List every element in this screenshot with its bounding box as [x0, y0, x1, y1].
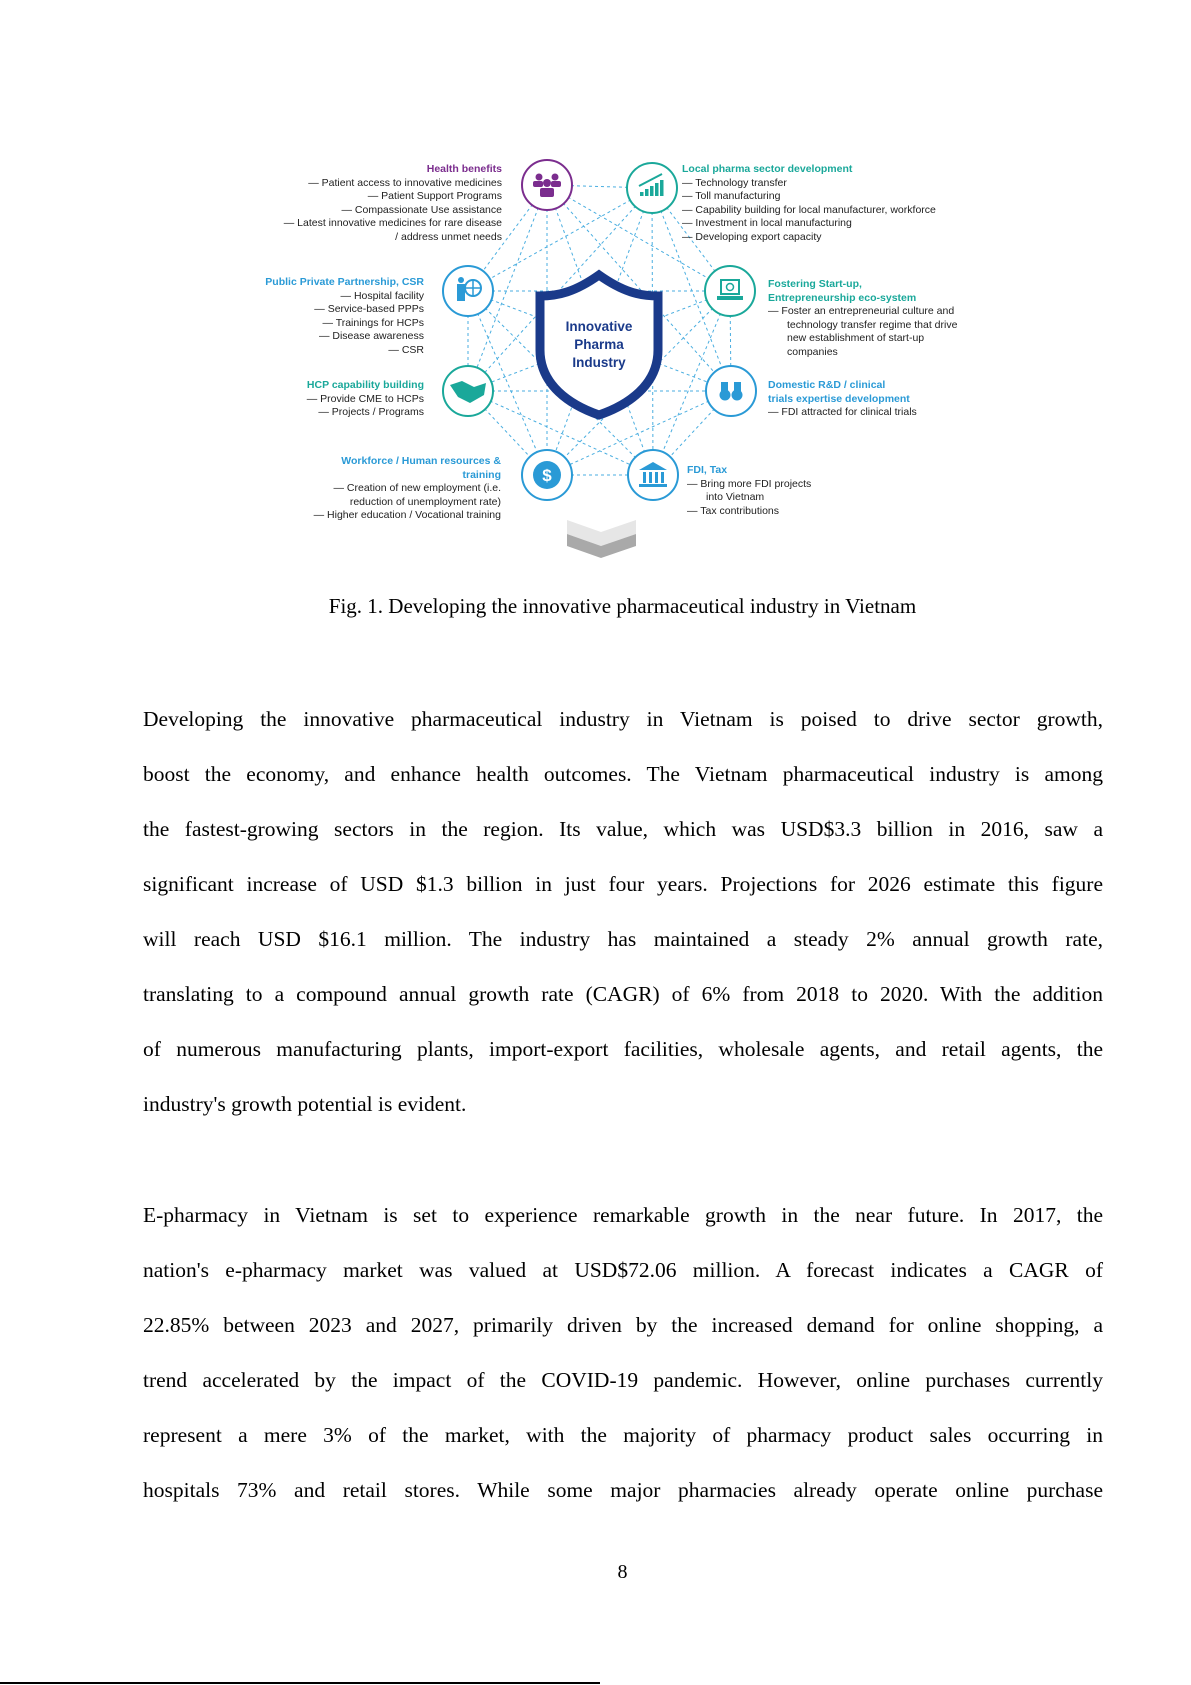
block-item: — Hospital facility — [340, 289, 424, 302]
block-health-benefits — [222, 163, 502, 245]
block-item: — Tax contributions — [687, 504, 780, 517]
block-item: — Creation of new employment (i.e. — [333, 482, 501, 495]
block-hcp-capability — [224, 379, 424, 420]
block-title: Workforce / Human resources & — [341, 455, 501, 467]
block-item: — Higher education / Vocational training — [313, 509, 501, 522]
block-title: Local pharma sector development — [682, 163, 853, 175]
block-title: Entrepreneurship eco-system — [768, 291, 917, 304]
dollar-coin-icon — [533, 461, 561, 489]
block-item: — Toll manufacturing — [682, 190, 781, 203]
block-title: Fostering Start-up, — [768, 278, 862, 290]
block-workforce — [261, 455, 501, 523]
block-item: — Latest innovative medicines for rare disease — [283, 217, 502, 230]
block-title: Domestic R&D / clinical — [768, 379, 886, 391]
text-line: significant increase of USD $1.3 billion in just four years. Projections for 2026 estimate this figure — [143, 872, 1103, 896]
block-title: trials expertise development — [768, 392, 910, 405]
block-item: — Investment in local manufacturing — [682, 217, 852, 230]
shield-label-line: Innovative — [565, 319, 633, 334]
block-item: — Service-based PPPs — [314, 303, 424, 316]
shield-label-line: Industry — [572, 355, 626, 370]
figure-diagram — [0, 0, 1191, 620]
block-item: — Technology transfer — [682, 176, 787, 189]
text-line: 22.85% between 2023 and 2027, primarily driven by the increased demand for online shopping, a — [143, 1313, 1103, 1337]
block-item: — Projects / Programs — [318, 406, 424, 419]
text-line: translating to a compound annual growth rate (CAGR) of 6% from 2018 to 2020. With the addition — [143, 982, 1103, 1006]
page-number: 8 — [617, 1561, 628, 1583]
icon-circle — [706, 366, 756, 416]
block-item: — Patient access to innovative medicines — [308, 176, 502, 189]
figure-caption: Fig. 1. Developing the innovative pharmaceutical industry in Vietnam — [328, 594, 917, 618]
text-line: of numerous manufacturing plants, import-export facilities, wholesale agents, and retail agents, the — [143, 1037, 1103, 1061]
icon-circle — [443, 266, 493, 316]
block-item: — Bring more FDI projects into Vietnam — [687, 477, 812, 504]
block-item: reduction of unemployment rate) — [349, 495, 501, 508]
block-item: — CSR — [388, 343, 424, 356]
block-item: — Capability building for local manufacturer, workforce — [682, 203, 936, 216]
laptop-icon — [717, 280, 743, 300]
shield-label — [549, 318, 649, 372]
block-title: HCP capability building — [306, 379, 424, 391]
text-line: hospitals 73% and retail stores. While some major pharmacies already operate online purchase — [143, 1478, 1103, 1502]
text-line: nation's e-pharmacy market was valued at USD$72.06 million. A forecast indicates a CAGR of — [143, 1258, 1103, 1282]
icon-circle — [628, 450, 678, 500]
block-title: FDI, Tax — [687, 464, 728, 476]
block-item: — Patient Support Programs — [367, 190, 502, 203]
paragraph-1 — [143, 692, 1103, 1132]
block-item: — Provide CME to HCPs — [306, 392, 424, 405]
paragraph-2 — [143, 1188, 1103, 1518]
block-startup — [768, 278, 958, 360]
text-line: trend accelerated by the impact of the COVID-19 pandemic. However, online purchases currently — [143, 1368, 1103, 1392]
block-title: training — [462, 468, 501, 481]
block-item: — Disease awareness — [318, 330, 424, 343]
text-line: represent a mere 3% of the market, with the majority of pharmacy product sales occurring in — [143, 1423, 1103, 1447]
block-ppp-csr — [204, 276, 424, 358]
text-line: E-pharmacy in Vietnam is set to experience remarkable growth in the near future. In 2017, the — [143, 1203, 1103, 1227]
block-item: — FDI attracted for clinical trials — [768, 406, 917, 419]
block-item: — Foster an entrepreneurial culture and technology transfer regime that drive new establishment of start-up companies — [768, 305, 958, 358]
block-title: Public Private Partnership, CSR — [265, 276, 424, 288]
block-local-pharma — [682, 163, 982, 245]
block-rnd — [768, 379, 943, 420]
block-item: / address unmet needs — [395, 230, 502, 243]
text-line: boost the economy, and enhance health outcomes. The Vietnam pharmaceutical industry is among — [143, 762, 1103, 786]
block-title: Health benefits — [426, 163, 502, 175]
text-line: industry's growth potential is evident. — [143, 1092, 467, 1116]
block-fdi-tax — [687, 464, 822, 518]
block-item: — Developing export capacity — [682, 230, 822, 243]
text-line: the fastest-growing sectors in the region. Its value, which was USD$3.3 billion in 2016, saw a — [143, 817, 1103, 841]
page-bottom-rule — [0, 1682, 600, 1684]
text-line: will reach USD $16.1 million. The industry has maintained a steady 2% annual growth rate, — [143, 927, 1103, 951]
block-item: — Trainings for HCPs — [322, 316, 424, 329]
text-line: Developing the innovative pharmaceutical industry in Vietnam is poised to drive sector growth, — [143, 707, 1103, 731]
block-item: — Compassionate Use assistance — [341, 203, 502, 216]
shield-label-line: Pharma — [574, 337, 624, 352]
svg-text:$: $ — [542, 466, 552, 485]
